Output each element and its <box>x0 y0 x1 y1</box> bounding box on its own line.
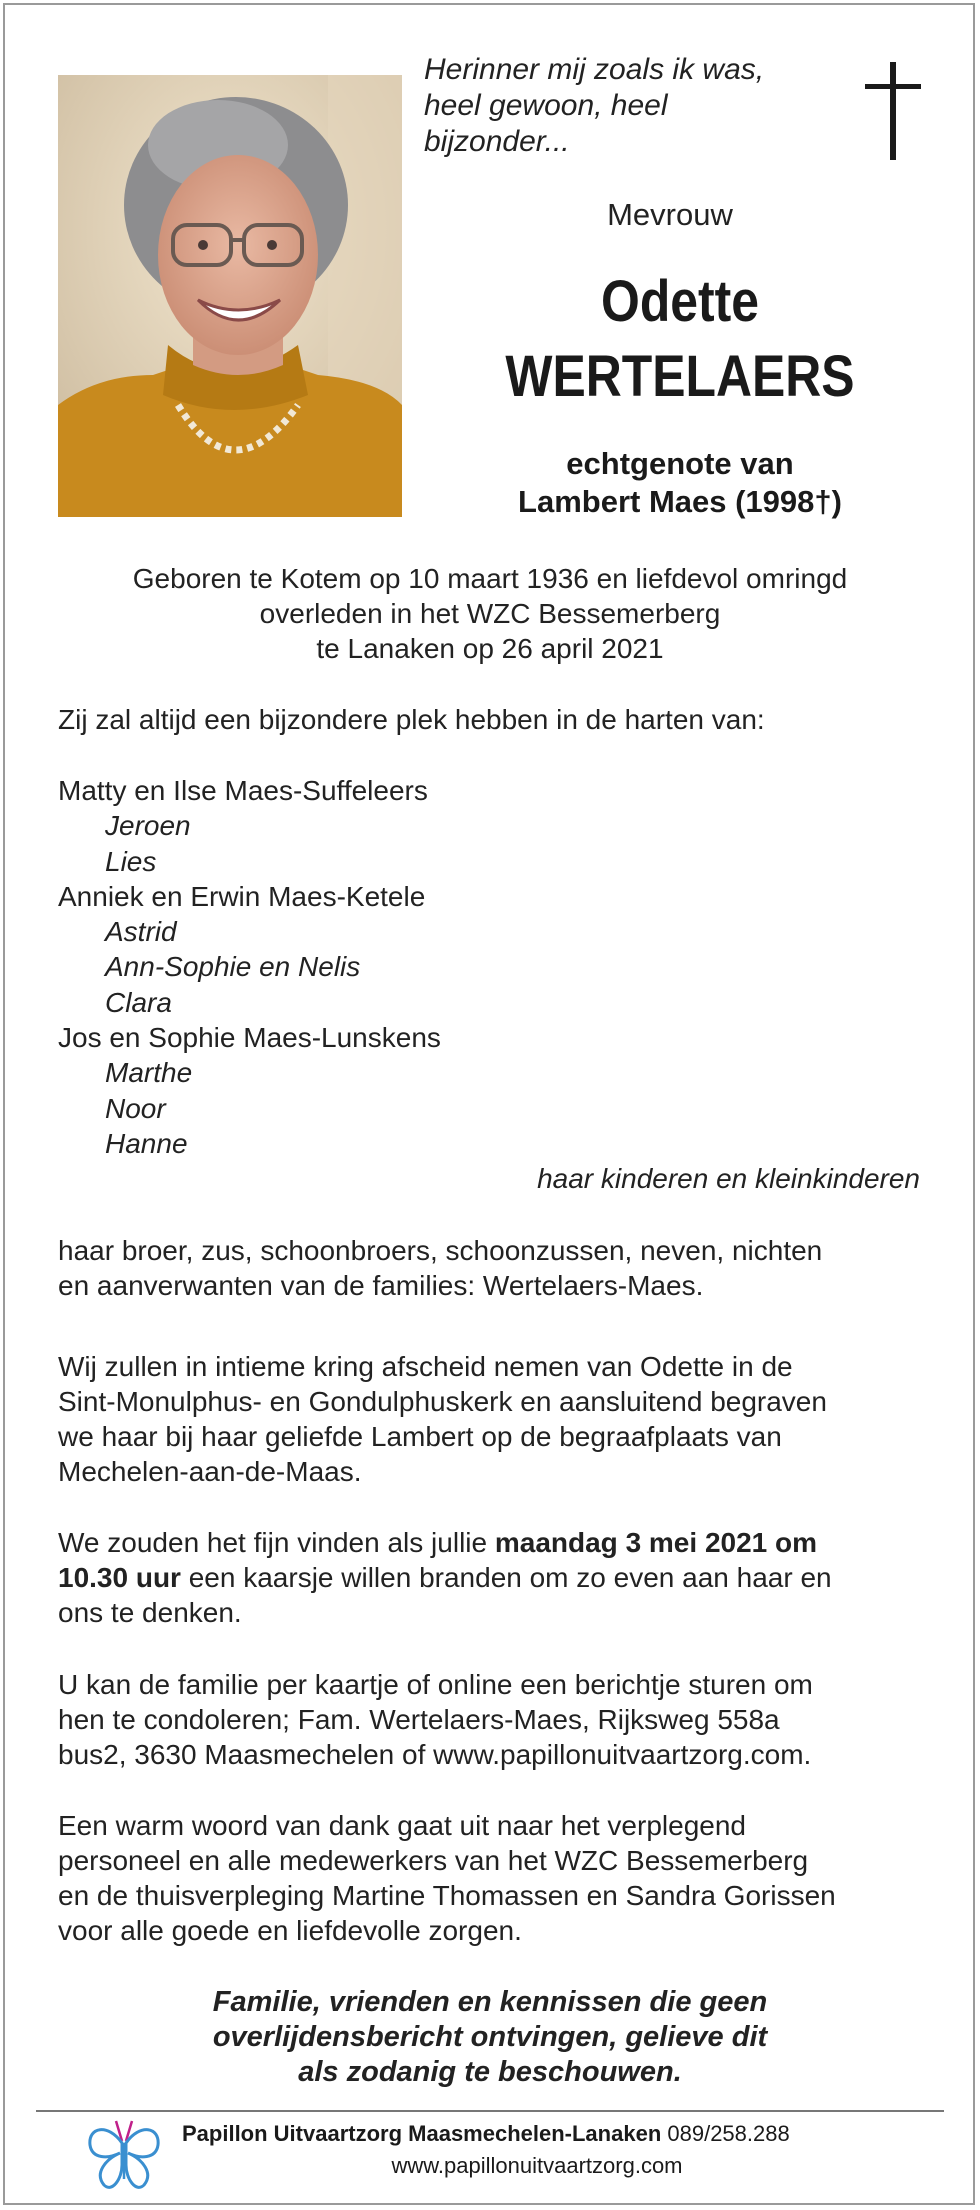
relatives-paragraph <box>58 1233 938 1303</box>
child-name: Anniek en Erwin Maes-Ketele <box>58 880 426 912</box>
condolence-paragraph <box>58 1667 938 1772</box>
grandchild-name: Clara <box>105 986 172 1018</box>
child-name: Jos en Sophie Maes-Lunskens <box>58 1022 441 1054</box>
grandchild-name: Lies <box>105 845 157 877</box>
butterfly-logo <box>86 2113 162 2193</box>
footer-website[interactable]: www.papillonuitvaartzorg.com <box>391 2153 683 2178</box>
candle-time: 10.30 uur <box>58 1562 181 1593</box>
spouse-line: echtgenote van <box>566 446 794 481</box>
quote-line: Herinner mij zoals ik was, <box>424 53 765 86</box>
paragraph-line: voor alle goede en liefdevolle zorgen. <box>58 1915 522 1946</box>
grandchild-name: Noor <box>105 1092 166 1124</box>
grandchild-name: Ann-Sophie en Nelis <box>105 951 361 983</box>
paragraph-line: personeel en alle medewerkers van het WZC Bessemerberg <box>58 1845 809 1876</box>
paragraph-line: hen te condoleren; Fam. Wertelaers-Maes, Rijksweg 558a <box>58 1704 780 1735</box>
paragraph-line: en aanverwanten van de families: Wertelaers-Maes. <box>58 1270 704 1301</box>
paragraph-line: bus2, 3630 Maasmechelen of www.papillonuitvaartzorg.com. <box>58 1739 812 1770</box>
paragraph-line: Wij zullen in intieme kring afscheid nemen van Odette in de <box>58 1351 793 1382</box>
spouse-line: Lambert Maes (1998†) <box>518 484 842 519</box>
ceremony-paragraph <box>58 1349 938 1489</box>
child-name: Matty en Ilse Maes-Suffeleers <box>58 775 428 806</box>
closing-line: Familie, vrienden en kennissen die geen <box>212 1986 768 2018</box>
company-phone[interactable]: 089/258.288 <box>661 2121 790 2146</box>
birth-death-info <box>60 561 920 666</box>
family-signature: haar kinderen en kleinkinderen <box>537 1163 920 1195</box>
candle-text: een kaarsje willen branden om zo even aan haar en <box>180 1562 832 1593</box>
thanks-paragraph <box>58 1808 938 1948</box>
paragraph-line: Een warm woord van dank gaat uit naar het verplegend <box>58 1810 746 1841</box>
grandchild-name: Jeroen <box>105 810 191 842</box>
closing-line: als zodanig te beschouwen. <box>298 2056 682 2088</box>
paragraph-line: haar broer, zus, schoonbroers, schoonzussen, neven, nichten <box>58 1235 823 1266</box>
candle-paragraph <box>58 1525 938 1630</box>
footer-divider <box>36 2110 944 2112</box>
grandchild-name: Hanne <box>105 1127 188 1159</box>
portrait-photo <box>58 75 402 517</box>
birth-line: te Lanaken op 26 april 2021 <box>316 633 664 664</box>
spouse-info <box>440 445 920 521</box>
candle-date: maandag 3 mei 2021 om <box>494 1527 818 1558</box>
paragraph-line: U kan de familie per kaartje of online een berichtje sturen om <box>58 1669 813 1700</box>
cross-icon <box>865 62 921 160</box>
family-list <box>58 773 938 1197</box>
paragraph-line: Sint-Monulphus- en Gondulphuskerk en aansluitend begraven <box>58 1386 827 1417</box>
grandchild-name: Marthe <box>105 1057 193 1089</box>
intro-text: Zij zal altijd een bijzondere plek hebben in de harten van: <box>58 704 765 735</box>
candle-text: We zouden het fijn vinden als jullie <box>58 1527 495 1558</box>
quote-line: bijzonder... <box>424 125 570 158</box>
paragraph-line: ons te denken. <box>58 1597 242 1628</box>
closing-notice <box>60 1985 920 2090</box>
memorial-quote <box>424 52 824 160</box>
first-name: Odette <box>601 269 759 334</box>
honorific: Mevrouw <box>607 197 733 232</box>
quote-line: heel gewoon, heel <box>424 89 668 122</box>
grandchild-name: Astrid <box>105 916 177 948</box>
company-name: Papillon Uitvaartzorg Maasmechelen-Lanaken <box>182 2121 662 2146</box>
birth-line: overleden in het WZC Bessemerberg <box>259 598 721 629</box>
birth-line: Geboren te Kotem op 10 maart 1936 en liefdevol omringd <box>132 563 848 594</box>
paragraph-line: en de thuisverpleging Martine Thomassen en Sandra Gorissen <box>58 1880 836 1911</box>
paragraph-line: we haar bij haar geliefde Lambert op de begraafplaats van <box>58 1421 782 1452</box>
paragraph-line <box>58 1525 938 1560</box>
paragraph-line: Mechelen-aan-de-Maas. <box>58 1456 362 1487</box>
last-name: WERTELAERS <box>505 344 855 409</box>
paragraph-line <box>58 1560 938 1595</box>
footer-company-line <box>182 2120 942 2148</box>
closing-line: overlijdensbericht ontvingen, gelieve dit <box>212 2021 768 2053</box>
